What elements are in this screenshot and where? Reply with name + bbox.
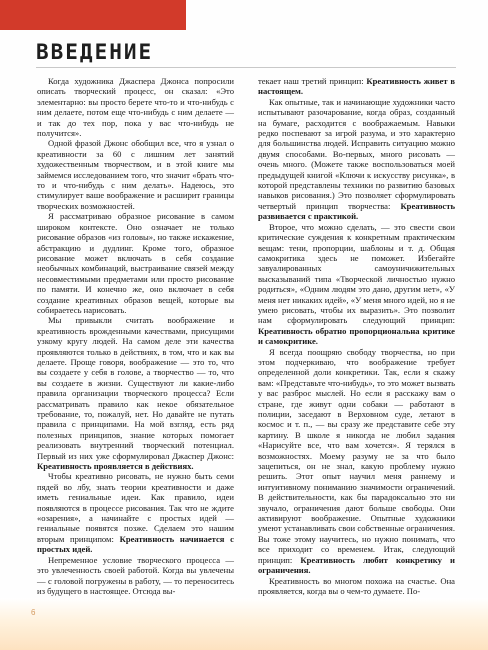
title-divider — [36, 67, 456, 68]
page-number: 6 — [31, 608, 36, 617]
paragraph-text: Когда художника Джаспера Джонса попросили описать творческий процесс, он сказал: «Это элементарно: вы просто берете что-то и что-нибудь с ним делаете, потом еще что-нибудь с ним делаете — и так до тех пор, пока у вас что-нибудь не получится». — [37, 76, 234, 139]
paragraph-text: Я всегда поощряю свободу творчества, но при этом подчеркиваю, что воображение требует определенной доли конкретики. Так, если я скажу вам: «Представьте что-нибудь», то это может вызвать у вас разброс мыслей. Но если я расскажу вам о стране, где живут одни собаки — работают в полиции, заседают в Верховном суде, летают в космос и т. п., — вы сразу же представите себе эту картину. В школе я никогда не любил задания «Нарисуйте все, что вам хочется». Я терялся в возможностях. Моему разуму не за что было зацепиться, он не знал, какую проблему нужно решить. Этот опыт научил меня раннему и интуитивному пониманию значимости ограничений. В действительности, как бы парадоксально это ни звучало, ограничения дают больше свободы. Они активируют воображение. Опытные художники умеют устанавливать свои собственные ограничения. Вы тоже этому научитесь, но нужно понимать, что все приходит со временем. Итак, следующий принцип: — [258, 346, 455, 565]
paragraph — [37, 211, 234, 315]
paragraph-text: Креативность во многом похожа на счастье. Она проявляется, когда вы о чем-то думаете. По- — [258, 575, 455, 596]
paragraph — [258, 76, 455, 97]
paragraph — [37, 555, 234, 597]
header-color-band — [0, 0, 186, 30]
paragraph-text: Второе, что можно сделать, — это свести свои критические суждения к конкретным практическим вещам: тени, пропорции, шаблоны и т. д. Общая самокритика здесь не поможет. Избегайте завуалированных самоуничижительных высказываний типа «Творческой личностью нужно родиться», «Одним людям это дано, другим нет», «У меня нет никаких идей», «У меня много идей, но я не умею рисовать, чтобы их выразить». Это позволит нам сформулировать следующий принцип: — [258, 221, 455, 326]
paragraph-text: Как опытные, так и начинающие художники часто испытывают разочарование, когда образ, созданный на бумаге, расходится с воображаемым. Навыки редко поспевают за игрой разума, и это характерно для большинства людей. Исправить ситуацию можно двумя способами. Во-первых, много рисовать — очень много. (Можете также воспользоваться моей предыдущей книгой «Ключи к искусству рисунка», в которой представлены техники по развитию базовых навыков рисования.) Это позволяет сформулировать четвертый принцип творчества: — [258, 96, 455, 211]
paragraph-text: Я рассматриваю образное рисование в самом широком контексте. Оно означает не только рисование образов «из головы», но также искажение, абстракцию и дудлинг. Кроме того, образное рисование может включать в себя создание необычных комбинаций, выстраивание связей между несовместимыми предметами или просто рисование по памяти. И конечно же, оно включает в себя создание креативных образов вещей, которые вы собираетесь нарисовать. — [37, 211, 234, 315]
footer-gradient-band — [0, 598, 488, 650]
principle-highlight: Креативность любит конкретику и ограничения. — [258, 554, 455, 576]
text-column-left — [37, 76, 234, 596]
principle-highlight: Креативность проявляется в действиях. — [37, 461, 194, 472]
paragraph-text: текает наш третий принцип: — [258, 76, 367, 86]
paragraph — [37, 138, 234, 211]
principle-highlight: Креативность начинается с простых идей. — [37, 533, 234, 555]
paragraph — [37, 471, 234, 554]
page-title: ВВЕДЕНИЕ — [36, 40, 154, 64]
paragraph — [258, 576, 455, 597]
paragraph — [37, 76, 234, 138]
text-column-right — [258, 76, 455, 596]
paragraph — [258, 97, 455, 222]
paragraph-text: Непременное условие творческого процесса — это увлеченность своей работой. Когда вы увлечены — с головой погружены в работу, — то переноситесь из будущего в настоящее. Отсюда вы- — [37, 554, 234, 596]
paragraph — [258, 347, 455, 576]
principle-highlight: Креативность развивается с практикой. — [258, 200, 455, 222]
paragraph — [258, 222, 455, 347]
principle-highlight: Креативность обратно пропорциональна критике и самокритике. — [258, 325, 455, 347]
paragraph-text: Мы привыкли считать воображение и креативность врожденными качествами, присущими узкому кругу людей. На самом деле эти качества проявляются только в действиях, в том, что и как вы делаете. Проще говоря, воображение — это то, что вы создаете у себя в голове, а творчество — то, что вы создаете в жизни. Существуют ли какие-либо правила организации творческого процесса? Если рассматривать правило как некое обязательное требование, то, пожалуй, нет. Но давайте не путать правила с принципами. На мой взгляд, есть ряд полезных принципов, знание которых помогает реализовать внутренний творческий потенциал. Первый из них уже сформулировал Джаспер Джонс: — [37, 315, 234, 461]
paragraph-text: Чтобы креативно рисовать, не нужно быть семи пядей во лбу, знать теории креативности и даже иметь гениальные идеи. Как правило, идеи появляются в процессе рисования. Так что не ждите «озарения», а начинайте с простых идей — гениальные появятся позже. Сделаем это нашим вторым принципом: — [37, 471, 234, 544]
paragraph — [37, 315, 234, 471]
paragraph-text: Одной фразой Джонс обобщил все, что я узнал о креативности за 60 с лишним лет занятий художественным творчеством, и в этой книге мы займемся исследованием того, что значит «брать что-то и что-нибудь с ним делать». Надеюсь, это стимулирует ваше воображение и расширит границы творческих возможностей. — [37, 138, 234, 211]
principle-highlight: Креативность живет в настоящем. — [258, 76, 456, 97]
